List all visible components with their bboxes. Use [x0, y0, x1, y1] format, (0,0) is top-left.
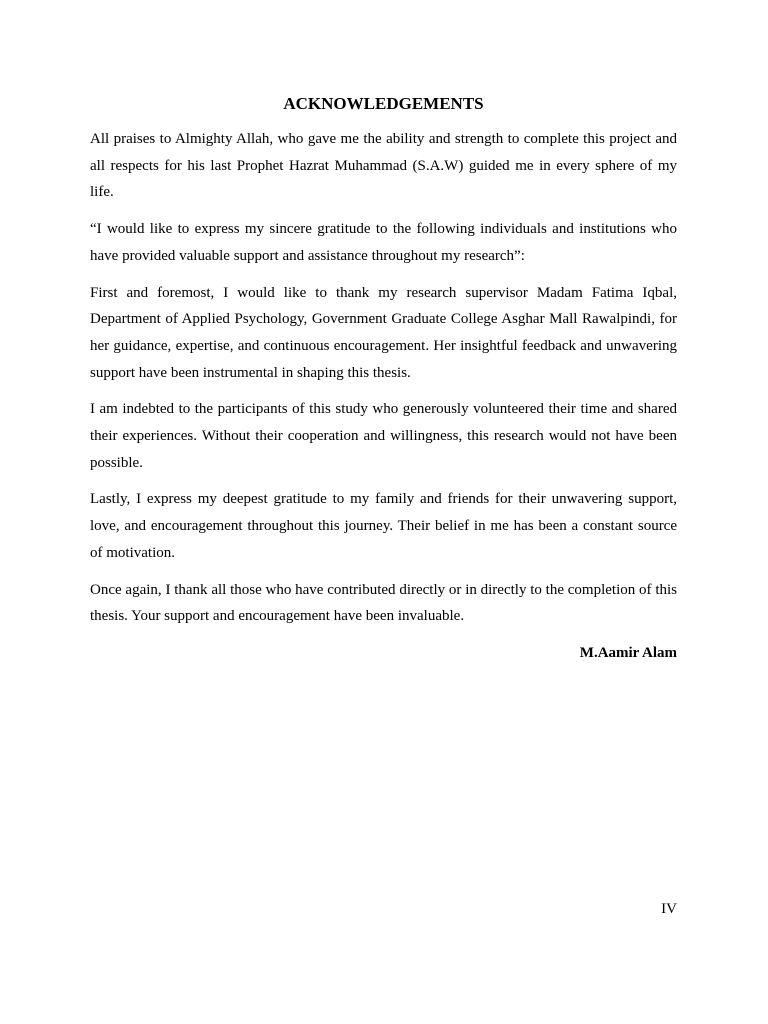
- author-signature: M.Aamir Alam: [579, 644, 677, 661]
- page-title: ACKNOWLEDGEMENTS: [283, 94, 484, 113]
- page-number: IV: [661, 901, 677, 917]
- paragraph-closing-thanks: Once again, I thank all those who have contributed directly or in directly to the completion of this thesis. Your support and encouragement have been invaluable.: [90, 581, 677, 625]
- paragraph-supervisor-thanks: First and foremost, I would like to thank my research supervisor Madam Fatima Iqbal, Department of Applied Psychology, Government Graduate College Asghar Mall Rawalpindi, for her guidance, expertise, and continuous encouragement. Her insightful feedback and unwavering support have been instrumental in shaping this thesis.: [90, 284, 677, 381]
- paragraph-family-thanks: Lastly, I express my deepest gratitude to my family and friends for their unwavering support, love, and encouragement throughout this journey. Their belief in me has been a constant source of motivation.: [90, 491, 677, 561]
- acknowledgements-section: [90, 92, 677, 667]
- paragraph-participants-thanks: I am indebted to the participants of this study who generously volunteered their time and shared their experiences. Without their cooperation and willingness, this research would not have been possible.: [90, 401, 677, 471]
- paragraph-gratitude-statement: “I would like to express my sincere gratitude to the following individuals and institutions who have provided valuable support and assistance throughout my research”:: [90, 221, 677, 264]
- paragraph-opening-praise: All praises to Almighty Allah, who gave me the ability and strength to complete this project and all respects for his last Prophet Hazrat Muhammad (S.A.W) guided me in every sphere of my life.: [90, 131, 677, 201]
